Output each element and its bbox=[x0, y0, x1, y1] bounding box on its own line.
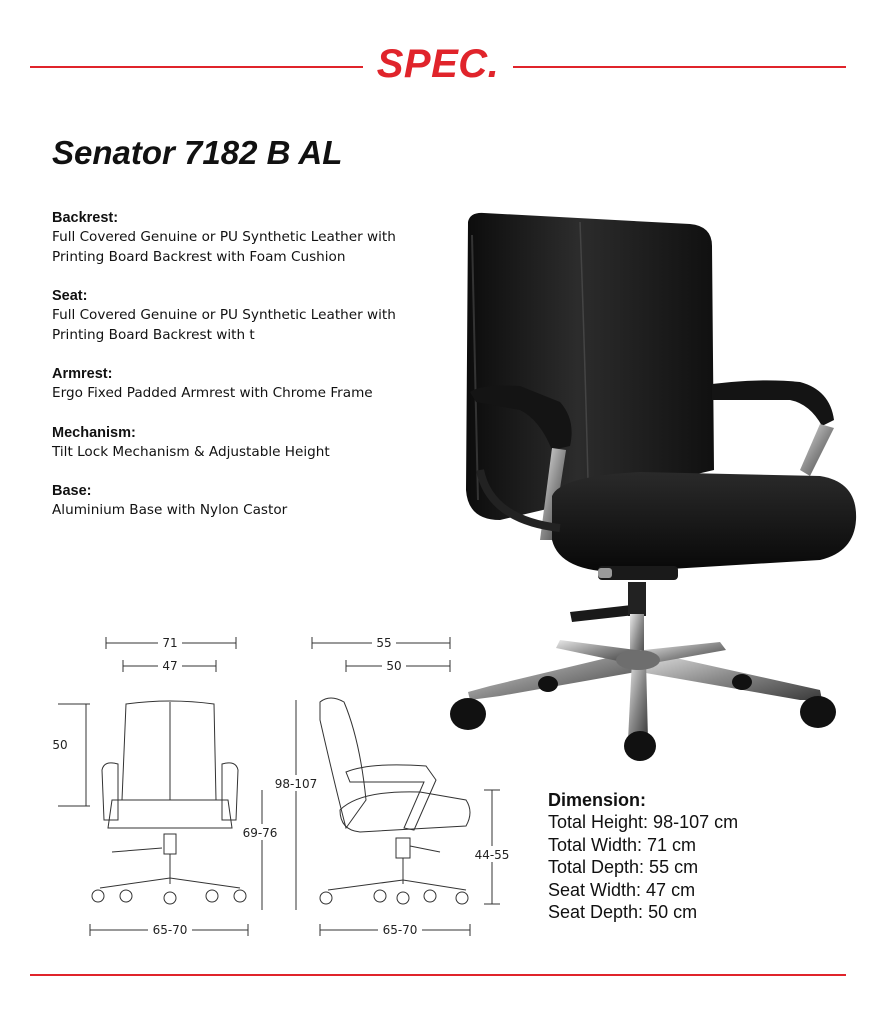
side-total-depth-label: 55 bbox=[376, 636, 392, 650]
spec-value: Aluminium Base with Nylon Castor bbox=[52, 502, 288, 518]
spec-value: Full Covered Genuine or PU Synthetic Leather with Printing Board Backrest with t bbox=[52, 307, 396, 343]
front-back-height-label: 50 bbox=[52, 738, 68, 752]
dimension-title: Dimension: bbox=[548, 790, 647, 810]
spec-value: Full Covered Genuine or PU Synthetic Leather with Printing Board Backrest with Foam Cushion bbox=[52, 229, 396, 265]
front-seat-width-label: 47 bbox=[162, 659, 178, 673]
dimension-line: Total Depth: 55 cm bbox=[548, 857, 699, 877]
front-seat-height-label: 69-76 bbox=[242, 826, 278, 840]
spec-label: Base: bbox=[52, 483, 92, 499]
side-seat-depth-label: 50 bbox=[386, 659, 402, 673]
spec-heading: SPEC. bbox=[376, 42, 500, 86]
side-base-width-label: 65-70 bbox=[382, 923, 418, 937]
front-total-width-label: 71 bbox=[162, 636, 178, 650]
product-title: Senator 7182 B AL bbox=[52, 134, 343, 171]
side-arm-height-label: 44-55 bbox=[474, 848, 510, 862]
dimension-line: Seat Width: 47 cm bbox=[548, 879, 696, 900]
front-base-width-label: 65-70 bbox=[152, 923, 188, 937]
footer-rule bbox=[30, 974, 846, 976]
dimension-line: Total Width: 71 cm bbox=[548, 834, 697, 855]
spec-value: Ergo Fixed Padded Armrest with Chrome Frame bbox=[52, 385, 373, 401]
spec-label: Armrest: bbox=[52, 366, 113, 382]
spec-label: Backrest: bbox=[52, 210, 119, 226]
spec-value: Tilt Lock Mechanism & Adjustable Height bbox=[52, 443, 330, 460]
dimension-line: Total Height: 98-107 cm bbox=[548, 812, 739, 832]
side-total-height-label: 98-107 bbox=[274, 777, 318, 791]
dimension-summary bbox=[548, 789, 738, 924]
spec-label: Seat: bbox=[52, 288, 88, 304]
spec-label: Mechanism: bbox=[52, 424, 136, 441]
dimension-line: Seat Depth: 50 cm bbox=[548, 902, 698, 922]
